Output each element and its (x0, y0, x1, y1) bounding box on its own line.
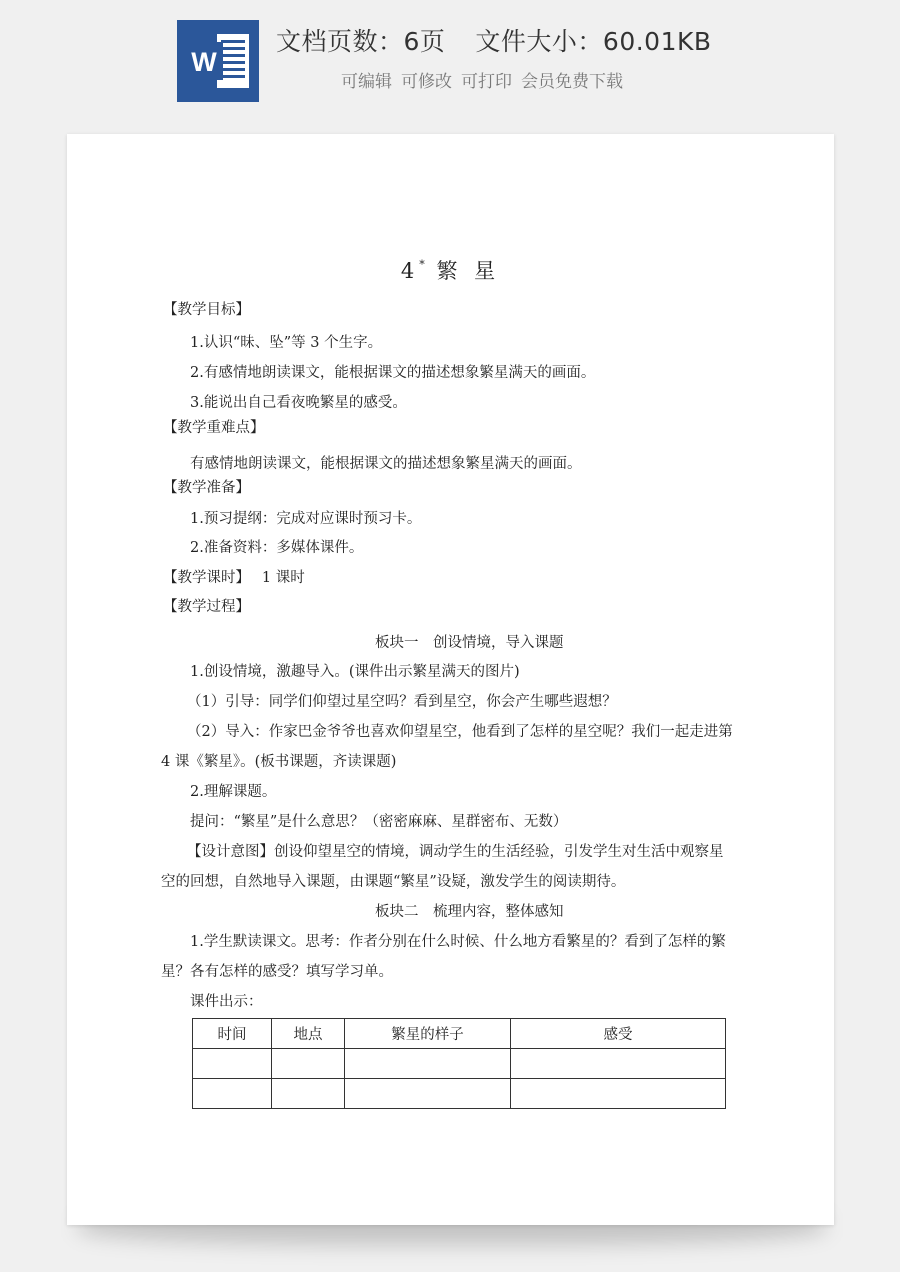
table-row (193, 1079, 726, 1109)
logo-letter: W (191, 47, 217, 77)
document-page (67, 134, 834, 1225)
preparation-item: 1.预习提纲：完成对应课时预习卡。 (190, 511, 422, 527)
table-header: 繁星的样子 (345, 1019, 511, 1049)
section-heading-objectives: 【教学目标】 (163, 302, 250, 318)
table-cell (193, 1049, 272, 1079)
table-row (193, 1049, 726, 1079)
feature-member-download: 会员免费下载 (521, 72, 623, 92)
document-content (67, 134, 834, 1225)
table-header: 时间 (193, 1019, 272, 1049)
block-two-title: 板块二 梳理内容，整体感知 (375, 904, 564, 920)
key-points-text: 有感情地朗读课文，能根据课文的描述想象繁星满天的画面。 (190, 456, 582, 472)
feature-list (341, 67, 632, 92)
feature-printable: 可打印 (461, 72, 512, 92)
section-heading-preparation: 【教学准备】 (163, 480, 250, 496)
section-heading-key-points: 【教学重难点】 (163, 420, 265, 436)
lesson-number: 4 (400, 259, 420, 283)
design-intent: 【设计意图】创设仰望星空的情境，调动学生的生活经验，引发学生对生活中观察星 (187, 844, 724, 860)
table-cell (511, 1079, 726, 1109)
objective-item: 2.有感情地朗读课文，能根据课文的描述想象繁星满天的画面。 (190, 365, 596, 381)
feature-modifiable: 可修改 (401, 72, 452, 92)
paragraph: 1.学生默读课文。思考：作者分别在什么时候、什么地方看繁星的？看到了怎样的繁 (190, 934, 726, 950)
class-hours-label: 【教学课时】 (163, 570, 243, 586)
class-hours-value: 1 课时 (261, 570, 305, 586)
file-info (276, 22, 712, 58)
paragraph-continued: 4 课《繁星》。(板书课题，齐读课题) (161, 754, 397, 770)
design-intent-continued: 空的回想，自然地导入课题，由课题“繁星”设疑，激发学生的阅读期待。 (161, 874, 626, 890)
feature-editable: 可编辑 (341, 72, 392, 92)
section-heading-process: 【教学过程】 (163, 599, 250, 615)
paragraph: （1）引导：同学们仰望过星空吗？看到星空，你会产生哪些遐想？ (187, 694, 617, 710)
preparation-item: 2.准备资料：多媒体课件。 (190, 540, 364, 556)
lesson-mark: * (419, 258, 425, 271)
section-heading-class-hours (163, 568, 305, 588)
paragraph-continued: 星？各有怎样的感受？填写学习单。 (161, 964, 393, 980)
table-cell (272, 1049, 345, 1079)
paragraph: 2.理解课题。 (190, 784, 277, 800)
table-header: 感受 (511, 1019, 726, 1049)
file-size: 文件大小：60.01KB (475, 27, 712, 56)
objective-item: 3.能说出自己看夜晚繁星的感受。 (190, 395, 407, 411)
paragraph: 1.创设情境，激趣导入。(课件出示繁星满天的图片) (190, 664, 520, 680)
table-cell (272, 1079, 345, 1109)
paragraph: 提问：“繁星”是什么意思？（密密麻麻、星群密布、无数） (190, 814, 568, 830)
page-count: 文档页数：6页 (276, 27, 446, 56)
block-one-title: 板块一 创设情境，导入课题 (375, 635, 564, 651)
lesson-title-text: 繁 星 (436, 259, 501, 283)
table-header-row (193, 1019, 726, 1049)
lesson-title (67, 255, 834, 285)
table-header: 地点 (272, 1019, 345, 1049)
objective-item: 1.认识“昧、坠”等 3 个生字。 (190, 335, 383, 351)
paragraph: 课件出示： (190, 994, 263, 1010)
table-cell (345, 1049, 511, 1079)
paragraph: （2）导入：作家巴金爷爷也喜欢仰望星空，他看到了怎样的星空呢？我们一起走进第 (187, 724, 733, 740)
table-cell (193, 1079, 272, 1109)
word-document-icon (177, 20, 259, 102)
table-cell (511, 1049, 726, 1079)
download-banner (0, 0, 900, 120)
table-cell (345, 1079, 511, 1109)
study-sheet-table (192, 1018, 726, 1109)
